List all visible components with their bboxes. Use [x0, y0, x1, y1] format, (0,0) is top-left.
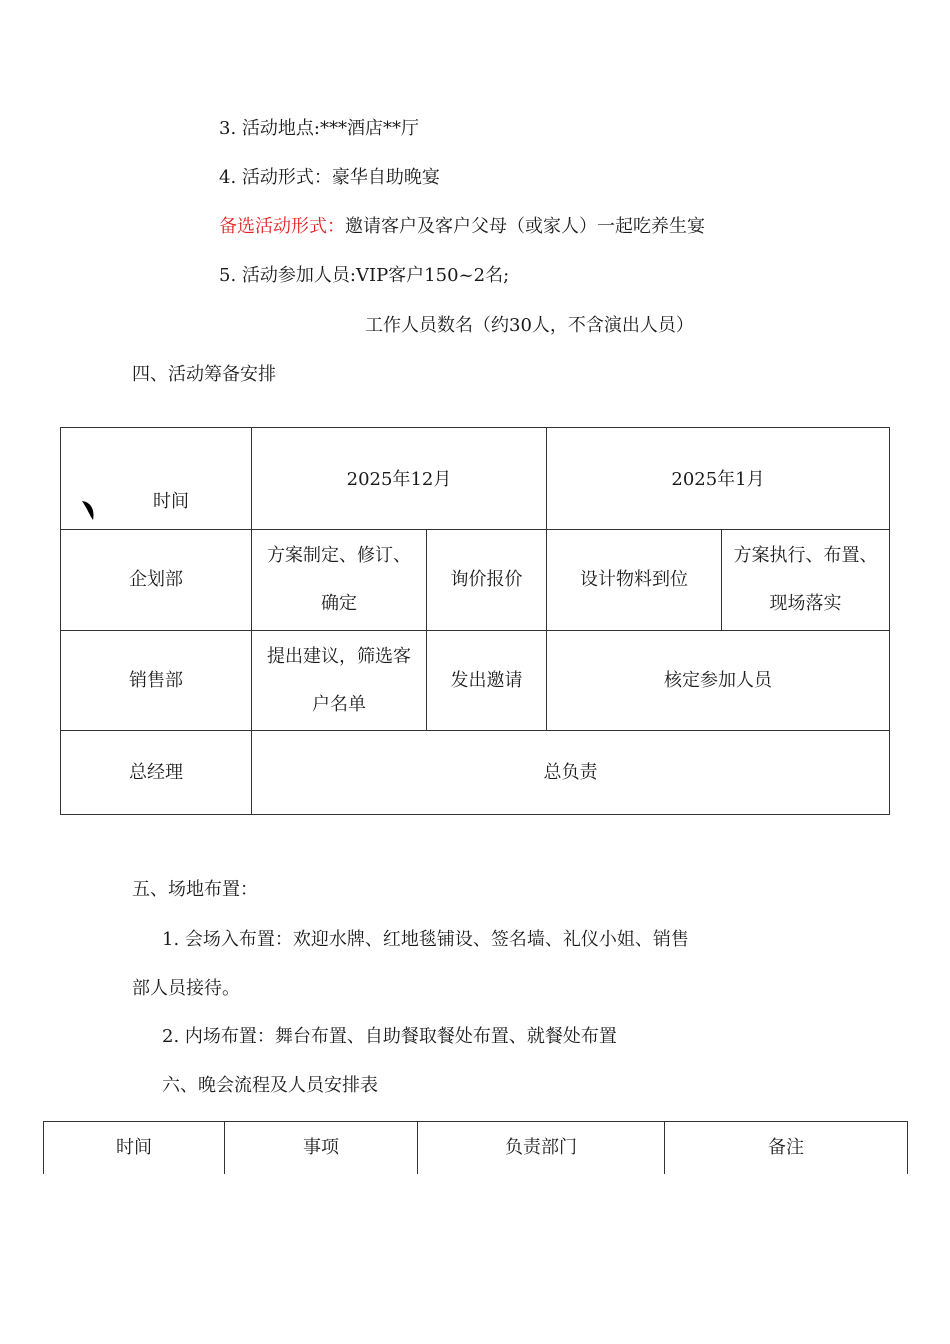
alt-format-label: 备选活动形式： [219, 216, 345, 237]
dept-sales: 销售部 [61, 631, 252, 731]
month-jan: 2025年1月 [547, 428, 890, 530]
line-alt-format [219, 215, 705, 239]
sales-task-1 [252, 631, 427, 731]
corner-cell [61, 428, 252, 530]
planning-task-2: 询价报价 [427, 530, 547, 631]
planning-task-4-line1: 方案执行、布置、 [733, 545, 878, 566]
line-participants: 5. 活动参加人员:VIP客户150~2名; [219, 265, 510, 286]
planning-task-3: 设计物料到位 [547, 530, 722, 631]
flow-header-notes: 备注 [665, 1122, 908, 1174]
layout-item-1-line1: 1. 会场入布置：欢迎水牌、红地毯铺设、签名墙、礼仪小姐、销售 [162, 929, 689, 950]
line-staff: 工作人员数名（约30人，不含演出人员） [365, 315, 694, 336]
planning-task-1-line2: 确定 [321, 593, 357, 614]
flow-header-item: 事项 [225, 1122, 418, 1174]
flow-table [43, 1121, 908, 1174]
planning-task-4 [722, 530, 890, 631]
layout-item-1-line2: 部人员接待。 [132, 978, 240, 999]
line-venue: 3. 活动地点:***酒店**厅 [219, 118, 419, 139]
section-6-heading: 六、晚会流程及人员安排表 [162, 1075, 378, 1096]
gm-task: 总负责 [252, 731, 890, 815]
sales-task-1-line1: 提出建议，筛选客 [267, 645, 411, 667]
line-format: 4. 活动形式：豪华自助晚宴 [219, 167, 440, 188]
sales-task-2: 发出邀请 [427, 631, 547, 731]
section-4-heading: 四、活动筹备安排 [132, 364, 276, 385]
flow-header-time: 时间 [44, 1122, 225, 1174]
flow-header-dept: 负责部门 [418, 1122, 665, 1174]
layout-item-2: 2. 内场布置：舞台布置、自助餐取餐处布置、就餐处布置 [162, 1026, 617, 1047]
dept-planning: 企划部 [61, 530, 252, 631]
prep-table [60, 427, 890, 815]
dept-gm: 总经理 [61, 731, 252, 815]
planning-task-1-line1: 方案制定、修订、 [267, 545, 411, 566]
alt-format-text: 邀请客户及客户父母（或家人）一起吃养生宴 [345, 216, 705, 237]
planning-task-4-line2: 现场落实 [769, 593, 842, 614]
planning-task-1 [252, 530, 427, 631]
section-5-heading: 五、场地布置： [132, 879, 258, 900]
month-dec: 2025年12月 [252, 428, 547, 530]
sales-task-1-line2: 户名单 [312, 693, 366, 715]
corner-time-label: 时间 [153, 491, 189, 512]
slash-mark-icon [79, 498, 103, 522]
sales-task-3: 核定参加人员 [547, 631, 890, 731]
